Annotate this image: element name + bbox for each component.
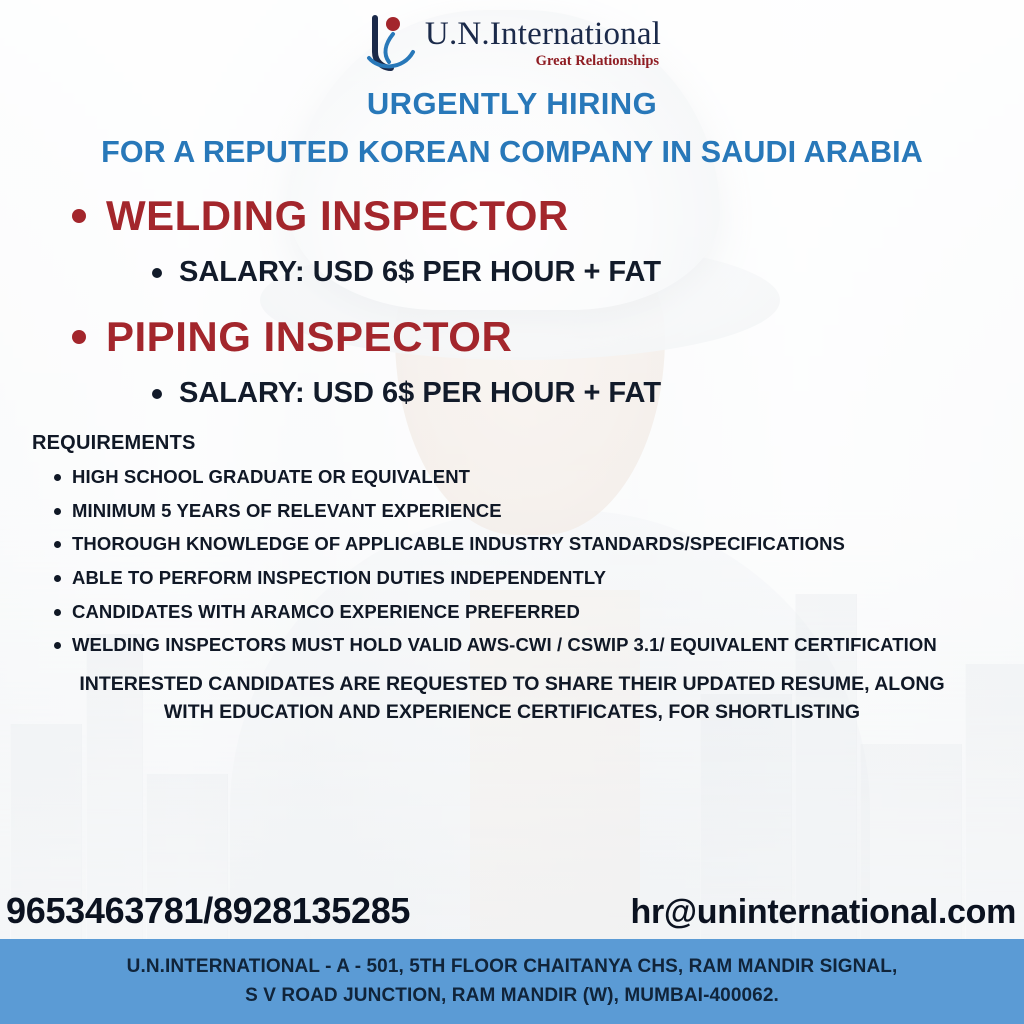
- address-footer: [0, 939, 1024, 1024]
- job-item: [72, 192, 1024, 289]
- application-note-line1: INTERESTED CANDIDATES ARE REQUESTED TO SHARE THEIR UPDATED RESUME, ALONG: [79, 673, 945, 696]
- bullet-icon: [72, 330, 86, 344]
- application-note-line2: WITH EDUCATION AND EXPERIENCE CERTIFICATES, FOR SHORTLISTING: [163, 700, 861, 723]
- job-title: PIPING INSPECTOR: [106, 313, 513, 360]
- job-title: WELDING INSPECTOR: [106, 192, 569, 239]
- contact-email[interactable]: hr@uninternational.com: [630, 893, 1016, 931]
- requirements-list: [0, 465, 1024, 657]
- requirements-heading: REQUIREMENTS: [32, 432, 196, 454]
- address-line1: U.N.INTERNATIONAL - A - 501, 5TH FLOOR CHAITANYA CHS, RAM MANDIR SIGNAL,: [126, 956, 898, 977]
- application-note: [0, 671, 1024, 726]
- contact-phone[interactable]: 9653463781/8928135285: [6, 890, 411, 931]
- address-line2: S V ROAD JUNCTION, RAM MANDIR (W), MUMBAI-400062.: [245, 985, 779, 1006]
- bullet-icon: [152, 389, 162, 399]
- job-salary: SALARY: USD 6$ PER HOUR + FAT: [179, 377, 662, 409]
- bullet-icon: [152, 268, 162, 278]
- requirement-item: HIGH SCHOOL GRADUATE OR EQUIVALENT: [72, 465, 1024, 489]
- un-international-logo-icon: [363, 12, 419, 74]
- requirement-item: MINIMUM 5 YEARS OF RELEVANT EXPERIENCE: [72, 499, 1024, 523]
- headline-secondary: FOR A REPUTED KOREAN COMPANY IN SAUDI ARABIA: [101, 135, 923, 169]
- headline-primary: URGENTLY HIRING: [366, 86, 658, 121]
- contact-row: [0, 890, 1024, 932]
- job-salary: SALARY: USD 6$ PER HOUR + FAT: [179, 256, 662, 288]
- requirement-item: THOROUGH KNOWLEDGE OF APPLICABLE INDUSTRY STANDARDS/SPECIFICATIONS: [72, 532, 1024, 556]
- job-title-row: [72, 313, 1024, 361]
- requirement-item: ABLE TO PERFORM INSPECTION DUTIES INDEPENDENTLY: [72, 566, 1024, 590]
- job-title-row: [72, 192, 1024, 240]
- job-item: [72, 313, 1024, 410]
- job-salary-row: [152, 377, 1024, 410]
- job-salary-row: [152, 256, 1024, 289]
- brand-logo: [0, 0, 1024, 74]
- job-list: [0, 192, 1024, 410]
- requirement-item: CANDIDATES WITH ARAMCO EXPERIENCE PREFERRED: [72, 600, 1024, 624]
- brand-tagline: Great Relationships: [535, 52, 660, 69]
- brand-name: U.N.International: [424, 15, 662, 52]
- bullet-icon: [72, 209, 86, 223]
- requirement-item: WELDING INSPECTORS MUST HOLD VALID AWS-CWI / CSWIP 3.1/ EQUIVALENT CERTIFICATION: [72, 633, 1024, 657]
